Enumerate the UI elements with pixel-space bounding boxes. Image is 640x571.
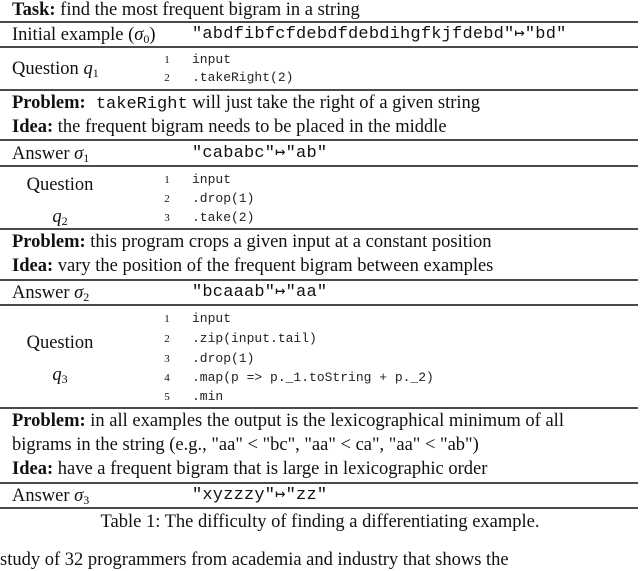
problem-text: this program crops a given input at a constant position [85, 232, 492, 252]
rule [0, 46, 638, 48]
rule-top [0, 21, 638, 23]
q-subscript: 1 [92, 66, 99, 80]
q-symbol: q [52, 365, 62, 385]
rule [0, 165, 638, 167]
task-text: find the most frequent bigram in a string [55, 0, 360, 20]
answer-label-text: Answer [12, 283, 75, 303]
idea-label: Idea: [12, 117, 54, 137]
q-subscript: 3 [61, 372, 68, 386]
code-line: .zip(input.tail) [192, 331, 317, 346]
code-line-number: 2 [164, 193, 170, 205]
question-q2-label [0, 169, 120, 237]
problem-2 [12, 231, 492, 253]
initial-example-label-end: ) [149, 25, 156, 45]
problem-label: Problem: [12, 232, 86, 252]
code-line: .drop(1) [192, 191, 255, 206]
idea-text: have a frequent bigram that is large in lexicographic order [53, 459, 488, 479]
rule [0, 482, 638, 484]
problem-label: Problem: [12, 411, 86, 431]
idea-label: Idea: [12, 256, 54, 276]
table-caption: Table 1: The difficulty of finding a differentiating example. [100, 512, 540, 532]
idea-2 [12, 255, 493, 277]
code-line: .map(p => p._1.toString + p._2) [192, 370, 434, 385]
sigma-subscript: 0 [143, 32, 150, 46]
q-symbol: q [83, 59, 93, 79]
initial-example-label-text: Initial example ( [12, 25, 135, 45]
rule [0, 89, 638, 91]
code-line: .takeRight(2) [192, 70, 294, 85]
idea-text: vary the position of the frequent bigram between examples [53, 256, 494, 276]
code-line: .min [192, 389, 224, 404]
question-q1-label [12, 58, 99, 84]
code-line-number: 5 [164, 391, 170, 403]
idea-label: Idea: [12, 459, 54, 479]
question-label-text: Question [12, 59, 84, 79]
task-row [12, 0, 360, 21]
code-line: .take(2) [192, 210, 255, 225]
problem-1 [12, 92, 480, 116]
idea-3 [12, 458, 487, 480]
sigma-subscript: 3 [83, 493, 90, 507]
code-line: input [192, 172, 232, 187]
code-line: input [192, 311, 232, 326]
problem-label: Problem: [12, 93, 86, 113]
sigma-subscript: 1 [83, 151, 90, 165]
sigma-symbol: σ [134, 25, 144, 45]
sigma-symbol: σ [74, 283, 84, 303]
q-symbol: q [52, 207, 62, 227]
code-line: .drop(1) [192, 351, 255, 366]
problem-3 [12, 410, 564, 432]
problem-code: takeRight [85, 95, 188, 114]
sigma-symbol: σ [74, 144, 84, 164]
initial-example-value: "abdfibfcfdebdfdebdihgfkjfdebd"↦"bd" [192, 25, 567, 44]
sigma-subscript: 2 [83, 290, 90, 304]
problem-3-continued: bigrams in the string (e.g., "aa" < "bc", "aa" < ca", "aa" < "ab") [12, 435, 479, 455]
code-line-number: 1 [164, 54, 170, 66]
problem-text: will just take the right of a given string [187, 93, 481, 113]
code-line-number: 3 [164, 353, 170, 365]
idea-1 [12, 116, 447, 138]
task-label: Task: [12, 0, 56, 20]
rule [0, 139, 638, 141]
answer-label-text: Answer [12, 144, 75, 164]
answer-1-value: "cababc"↦"ab" [192, 144, 328, 163]
question-label-text: Question [26, 175, 94, 195]
sigma-symbol: σ [74, 486, 84, 506]
answer-2-value: "bcaaab"↦"aa" [192, 283, 328, 302]
rule [0, 304, 638, 306]
q-subscript: 2 [61, 214, 68, 228]
question-label-text: Question [26, 333, 94, 353]
rule-bottom [0, 507, 638, 509]
problem-text: in all examples the output is the lexicographical minimum of all [85, 411, 564, 431]
code-line-number: 2 [164, 72, 170, 84]
code-line-number: 3 [164, 212, 170, 224]
answer-label-text: Answer [12, 486, 75, 506]
rule [0, 407, 638, 409]
body-text: study of 32 programmers from academia and industry that shows the [0, 550, 509, 570]
rule [0, 279, 638, 281]
rule [0, 228, 638, 230]
code-line: input [192, 52, 232, 67]
code-line-number: 1 [164, 313, 170, 325]
idea-text: the frequent bigram needs to be placed in the middle [53, 117, 447, 137]
code-line-number: 2 [164, 333, 170, 345]
code-line-number: 1 [164, 174, 170, 186]
question-q3-label [0, 327, 120, 395]
answer-3-value: "xyzzzy"↦"zz" [192, 486, 328, 505]
code-line-number: 4 [164, 372, 170, 384]
